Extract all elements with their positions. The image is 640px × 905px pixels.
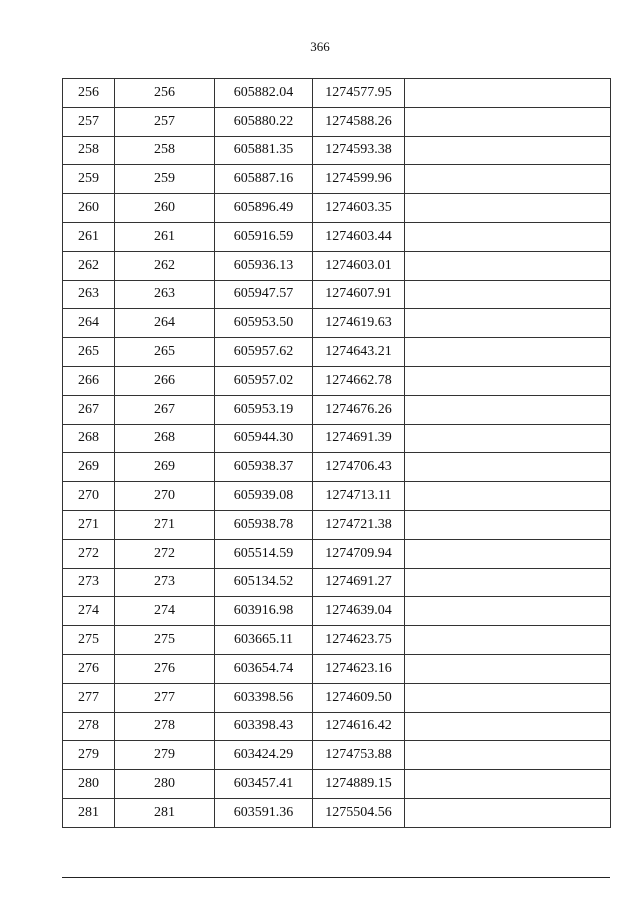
cell-x-coordinate: 605944.30: [215, 424, 313, 453]
cell-remarks: [405, 222, 611, 251]
cell-remarks: [405, 741, 611, 770]
table-row: [63, 683, 611, 712]
cell-remarks: [405, 770, 611, 799]
cell-point-id: 265: [115, 338, 215, 367]
cell-remarks: [405, 597, 611, 626]
cell-point-number: 280: [63, 770, 115, 799]
table-row: [63, 251, 611, 280]
cell-remarks: [405, 136, 611, 165]
table-row: [63, 424, 611, 453]
cell-y-coordinate: 1274706.43: [313, 453, 405, 482]
cell-x-coordinate: 603398.56: [215, 683, 313, 712]
table-row: [63, 597, 611, 626]
cell-point-id: 276: [115, 654, 215, 683]
cell-y-coordinate: 1274619.63: [313, 309, 405, 338]
cell-y-coordinate: 1274603.35: [313, 194, 405, 223]
cell-point-number: 274: [63, 597, 115, 626]
cell-y-coordinate: 1274623.75: [313, 626, 405, 655]
cell-point-number: 266: [63, 366, 115, 395]
cell-point-id: 258: [115, 136, 215, 165]
table-row: [63, 338, 611, 367]
cell-point-number: 262: [63, 251, 115, 280]
cell-point-number: 268: [63, 424, 115, 453]
table-row: [63, 770, 611, 799]
cell-point-id: 263: [115, 280, 215, 309]
cell-point-number: 265: [63, 338, 115, 367]
table-row: [63, 366, 611, 395]
cell-point-id: 261: [115, 222, 215, 251]
cell-point-id: 275: [115, 626, 215, 655]
cell-point-id: 280: [115, 770, 215, 799]
cell-x-coordinate: 605134.52: [215, 568, 313, 597]
cell-remarks: [405, 626, 611, 655]
cell-remarks: [405, 510, 611, 539]
table-row: [63, 482, 611, 511]
cell-remarks: [405, 654, 611, 683]
cell-y-coordinate: 1274623.16: [313, 654, 405, 683]
cell-x-coordinate: 605938.37: [215, 453, 313, 482]
cell-y-coordinate: 1274691.39: [313, 424, 405, 453]
cell-y-coordinate: 1274603.44: [313, 222, 405, 251]
cell-point-number: 270: [63, 482, 115, 511]
cell-y-coordinate: 1274593.38: [313, 136, 405, 165]
cell-x-coordinate: 605936.13: [215, 251, 313, 280]
cell-y-coordinate: 1274603.01: [313, 251, 405, 280]
cell-remarks: [405, 338, 611, 367]
cell-point-number: 272: [63, 539, 115, 568]
cell-point-id: 259: [115, 165, 215, 194]
table-row: [63, 222, 611, 251]
cell-point-number: 275: [63, 626, 115, 655]
cell-point-id: 257: [115, 107, 215, 136]
cell-point-id: 278: [115, 712, 215, 741]
cell-point-id: 273: [115, 568, 215, 597]
cell-remarks: [405, 194, 611, 223]
cell-point-id: 256: [115, 79, 215, 108]
cell-x-coordinate: 605896.49: [215, 194, 313, 223]
coordinates-table-body: [63, 79, 611, 828]
cell-remarks: [405, 251, 611, 280]
cell-remarks: [405, 280, 611, 309]
cell-remarks: [405, 309, 611, 338]
cell-point-number: 278: [63, 712, 115, 741]
cell-remarks: [405, 165, 611, 194]
cell-x-coordinate: 603398.43: [215, 712, 313, 741]
cell-x-coordinate: 605887.16: [215, 165, 313, 194]
cell-y-coordinate: 1274599.96: [313, 165, 405, 194]
cell-x-coordinate: 605957.62: [215, 338, 313, 367]
cell-point-id: 267: [115, 395, 215, 424]
cell-x-coordinate: 605880.22: [215, 107, 313, 136]
cell-point-id: 266: [115, 366, 215, 395]
cell-point-id: 264: [115, 309, 215, 338]
cell-x-coordinate: 603654.74: [215, 654, 313, 683]
cell-point-id: 271: [115, 510, 215, 539]
cell-x-coordinate: 605947.57: [215, 280, 313, 309]
cell-point-id: 269: [115, 453, 215, 482]
cell-y-coordinate: 1274889.15: [313, 770, 405, 799]
cell-y-coordinate: 1274616.42: [313, 712, 405, 741]
cell-remarks: [405, 568, 611, 597]
cell-point-number: 273: [63, 568, 115, 597]
cell-x-coordinate: 603665.11: [215, 626, 313, 655]
cell-remarks: [405, 482, 611, 511]
cell-x-coordinate: 605882.04: [215, 79, 313, 108]
cell-point-id: 270: [115, 482, 215, 511]
cell-y-coordinate: 1274713.11: [313, 482, 405, 511]
cell-y-coordinate: 1274588.26: [313, 107, 405, 136]
cell-y-coordinate: 1274643.21: [313, 338, 405, 367]
table-row: [63, 539, 611, 568]
cell-remarks: [405, 395, 611, 424]
cell-point-number: 267: [63, 395, 115, 424]
cell-remarks: [405, 798, 611, 827]
cell-point-id: 281: [115, 798, 215, 827]
table-row: [63, 194, 611, 223]
cell-point-number: 258: [63, 136, 115, 165]
cell-point-number: 263: [63, 280, 115, 309]
cell-point-number: 260: [63, 194, 115, 223]
cell-point-number: 264: [63, 309, 115, 338]
cell-x-coordinate: 605939.08: [215, 482, 313, 511]
table-row: [63, 309, 611, 338]
cell-remarks: [405, 683, 611, 712]
cell-remarks: [405, 453, 611, 482]
cell-y-coordinate: 1274609.50: [313, 683, 405, 712]
cell-point-number: 261: [63, 222, 115, 251]
cell-point-number: 281: [63, 798, 115, 827]
cell-point-number: 269: [63, 453, 115, 482]
cell-point-id: 268: [115, 424, 215, 453]
cell-y-coordinate: 1274662.78: [313, 366, 405, 395]
cell-y-coordinate: 1274639.04: [313, 597, 405, 626]
table-row: [63, 626, 611, 655]
cell-remarks: [405, 107, 611, 136]
cell-remarks: [405, 79, 611, 108]
cell-x-coordinate: 605953.19: [215, 395, 313, 424]
cell-point-id: 272: [115, 539, 215, 568]
cell-point-id: 260: [115, 194, 215, 223]
table-row: [63, 568, 611, 597]
cell-y-coordinate: 1274721.38: [313, 510, 405, 539]
cell-y-coordinate: 1274709.94: [313, 539, 405, 568]
cell-point-number: 257: [63, 107, 115, 136]
cell-point-number: 271: [63, 510, 115, 539]
cell-y-coordinate: 1274691.27: [313, 568, 405, 597]
table-row: [63, 453, 611, 482]
cell-remarks: [405, 424, 611, 453]
cell-point-number: 279: [63, 741, 115, 770]
table-row: [63, 107, 611, 136]
cell-y-coordinate: 1275504.56: [313, 798, 405, 827]
cell-x-coordinate: 603457.41: [215, 770, 313, 799]
table-row: [63, 741, 611, 770]
cell-point-id: 277: [115, 683, 215, 712]
cell-x-coordinate: 605938.78: [215, 510, 313, 539]
cell-x-coordinate: 605957.02: [215, 366, 313, 395]
coordinates-table: [62, 78, 611, 828]
cell-x-coordinate: 605953.50: [215, 309, 313, 338]
cell-point-number: 256: [63, 79, 115, 108]
cell-point-number: 259: [63, 165, 115, 194]
table-row: [63, 165, 611, 194]
cell-x-coordinate: 605881.35: [215, 136, 313, 165]
cell-point-id: 262: [115, 251, 215, 280]
cell-remarks: [405, 712, 611, 741]
cell-point-id: 279: [115, 741, 215, 770]
cell-x-coordinate: 603591.36: [215, 798, 313, 827]
footer-rule: [62, 877, 610, 878]
page-number: 366: [310, 39, 330, 54]
cell-point-number: 276: [63, 654, 115, 683]
table-row: [63, 712, 611, 741]
table-row: [63, 510, 611, 539]
cell-point-number: 277: [63, 683, 115, 712]
cell-y-coordinate: 1274577.95: [313, 79, 405, 108]
table-row: [63, 280, 611, 309]
cell-x-coordinate: 603424.29: [215, 741, 313, 770]
table-row: [63, 136, 611, 165]
cell-x-coordinate: 605916.59: [215, 222, 313, 251]
cell-x-coordinate: 603916.98: [215, 597, 313, 626]
cell-remarks: [405, 539, 611, 568]
cell-y-coordinate: 1274607.91: [313, 280, 405, 309]
cell-y-coordinate: 1274676.26: [313, 395, 405, 424]
cell-y-coordinate: 1274753.88: [313, 741, 405, 770]
cell-remarks: [405, 366, 611, 395]
table-row: [63, 79, 611, 108]
cell-point-id: 274: [115, 597, 215, 626]
table-row: [63, 654, 611, 683]
table-row: [63, 798, 611, 827]
table-row: [63, 395, 611, 424]
cell-x-coordinate: 605514.59: [215, 539, 313, 568]
